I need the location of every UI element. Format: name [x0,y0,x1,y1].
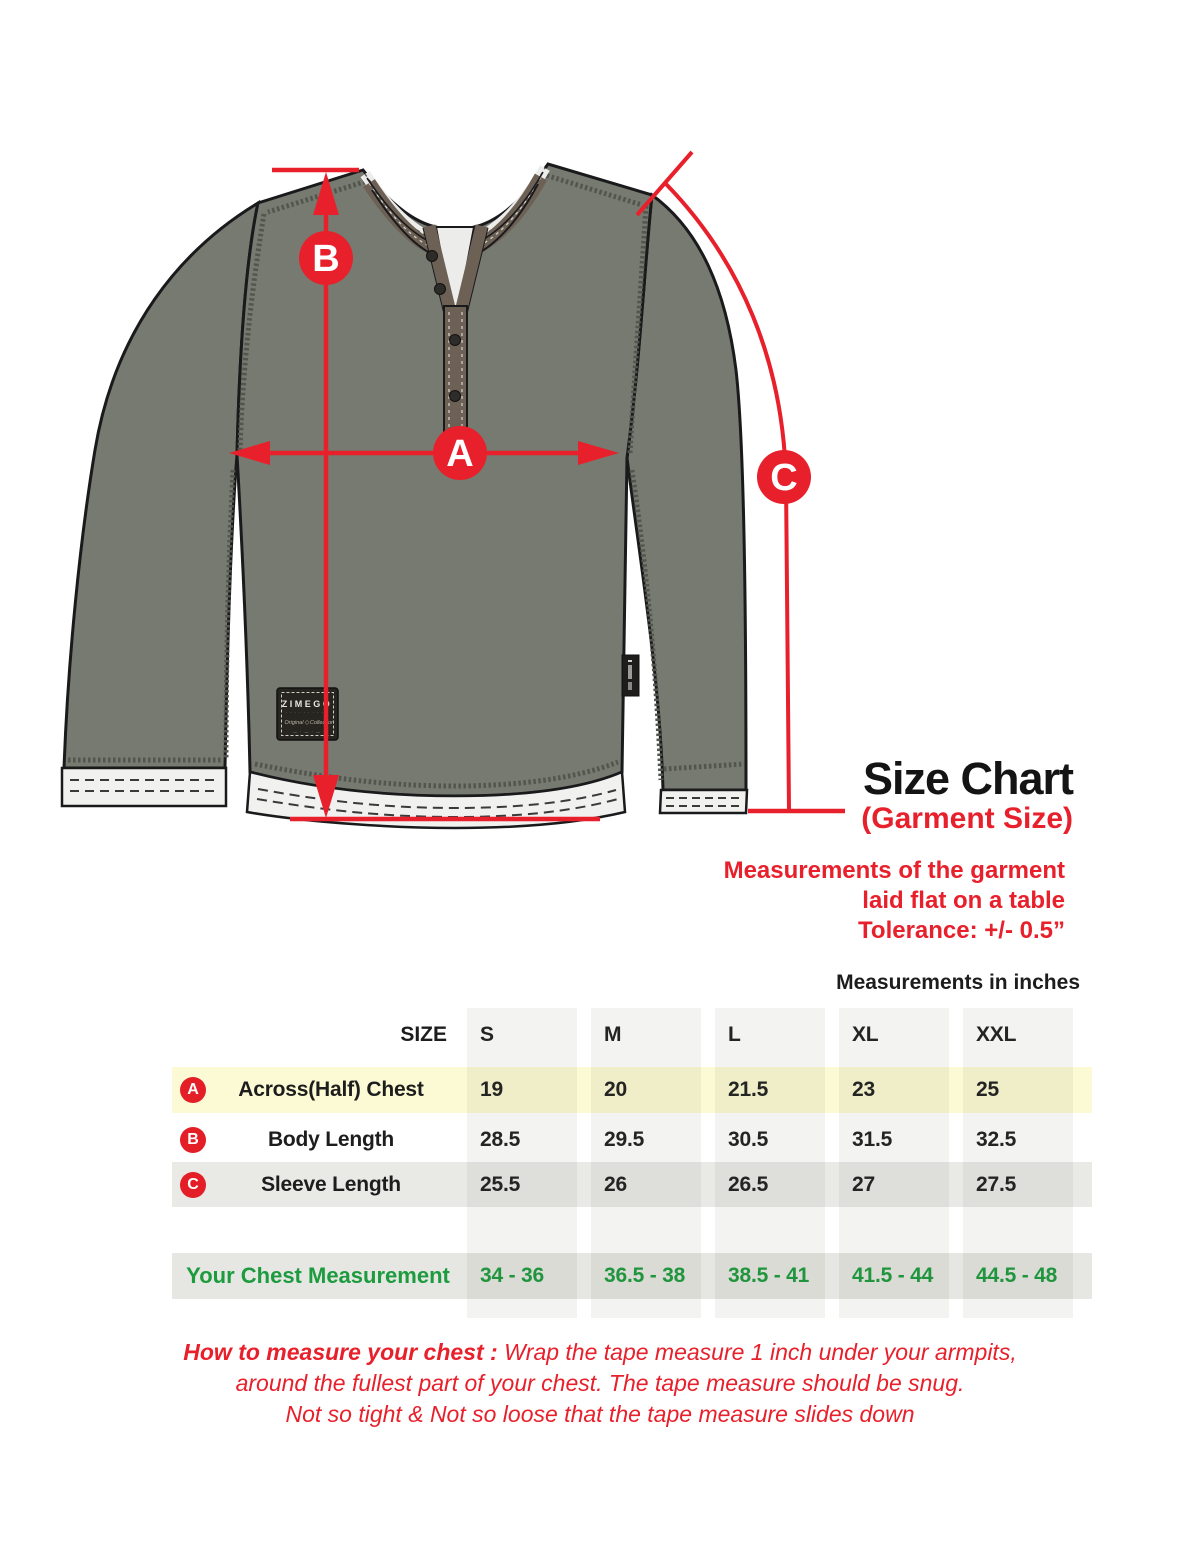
cell-value: 25.5 [480,1172,521,1196]
howto-line-3: Not so tight & Not so loose that the tape measure slides down [285,1401,915,1427]
cell-value: 27 [852,1172,875,1196]
cell-value: 27.5 [976,1172,1017,1196]
garment-measure-note [724,856,1065,946]
cell-value: 21.5 [728,1078,769,1101]
row-label: Sleeve Length [261,1172,401,1196]
column-band-xl [839,1008,949,1318]
column-band-xxl [963,1008,1073,1318]
cell-value: 36.5 - 38 [604,1264,686,1287]
how-to-measure-note [80,1337,1120,1430]
cell-value: 19 [480,1078,503,1101]
cell-value: 44.5 - 48 [976,1264,1058,1287]
page-subtitle: (Garment Size) [861,802,1073,835]
cell-value: 31.5 [852,1128,893,1151]
units-note: Measurements in inches [836,971,1080,994]
size-col-l: L [728,1023,741,1046]
column-band-l [715,1008,825,1318]
size-col-xxl: XXL [976,1023,1017,1046]
cell-value: 34 - 36 [480,1264,544,1287]
title-block [861,753,1073,835]
page-title: Size Chart [862,753,1073,804]
left-sleeve [64,203,258,768]
cell-value: 41.5 - 44 [852,1264,934,1287]
marker-b-label: B [312,238,340,280]
row-label: Body Length [267,1128,395,1151]
left-cuff [62,768,226,806]
svg-text:· · · · · · · · · ·: · · · · · · · · · · [285,710,329,715]
size-col-m: M [604,1023,622,1046]
cell-value: 26 [604,1172,627,1196]
row-label: Across(Half) Chest [238,1078,424,1101]
cell-value: 30.5 [728,1128,769,1151]
brand-script-right: Collection [309,720,335,726]
cell-value: 38.5 - 41 [728,1264,810,1287]
column-band-s [467,1008,577,1318]
marker-badge-c: C [180,1172,206,1198]
cell-value: 32.5 [976,1128,1017,1151]
right-cuff [660,790,747,813]
size-header: SIZE [400,1023,447,1046]
note-line-1: Measurements of the garment [723,857,1065,884]
cell-value: 23 [852,1078,875,1101]
marker-badge-a: A [180,1077,206,1103]
row-label: Your Chest Measurement [186,1263,450,1288]
brand-name: ZIMEGO [281,699,333,709]
size-col-xl: XL [852,1023,879,1046]
howto-line-1-rest: Wrap the tape measure 1 inch under your armpits, [497,1339,1017,1365]
cell-value: 20 [604,1078,627,1101]
svg-text:— · — · —: — · — · — [292,729,322,734]
side-tag [622,655,639,696]
cell-value: 26.5 [728,1172,769,1196]
howto-lead: How to measure your chest : [183,1339,498,1365]
svg-text:◇: ◇ [304,720,310,726]
cell-value: 25 [976,1078,999,1101]
marker-a-label: A [446,433,474,475]
note-line-2: laid flat on a table [862,887,1065,914]
column-band-m [591,1008,701,1318]
howto-line-1 [80,1337,1120,1368]
marker-c-label: C [770,457,798,499]
cell-value: 29.5 [604,1128,645,1151]
marker-badge-b: B [180,1127,206,1153]
size-col-s: S [480,1023,494,1046]
size-table [172,1005,1092,1320]
brand-script-left: Original [284,720,304,726]
note-line-3: Tolerance: +/- 0.5” [858,917,1065,944]
cell-value: 28.5 [480,1128,521,1151]
howto-line-2: around the fullest part of your chest. The tape measure should be snug. [235,1370,965,1396]
brand-patch [277,688,338,740]
